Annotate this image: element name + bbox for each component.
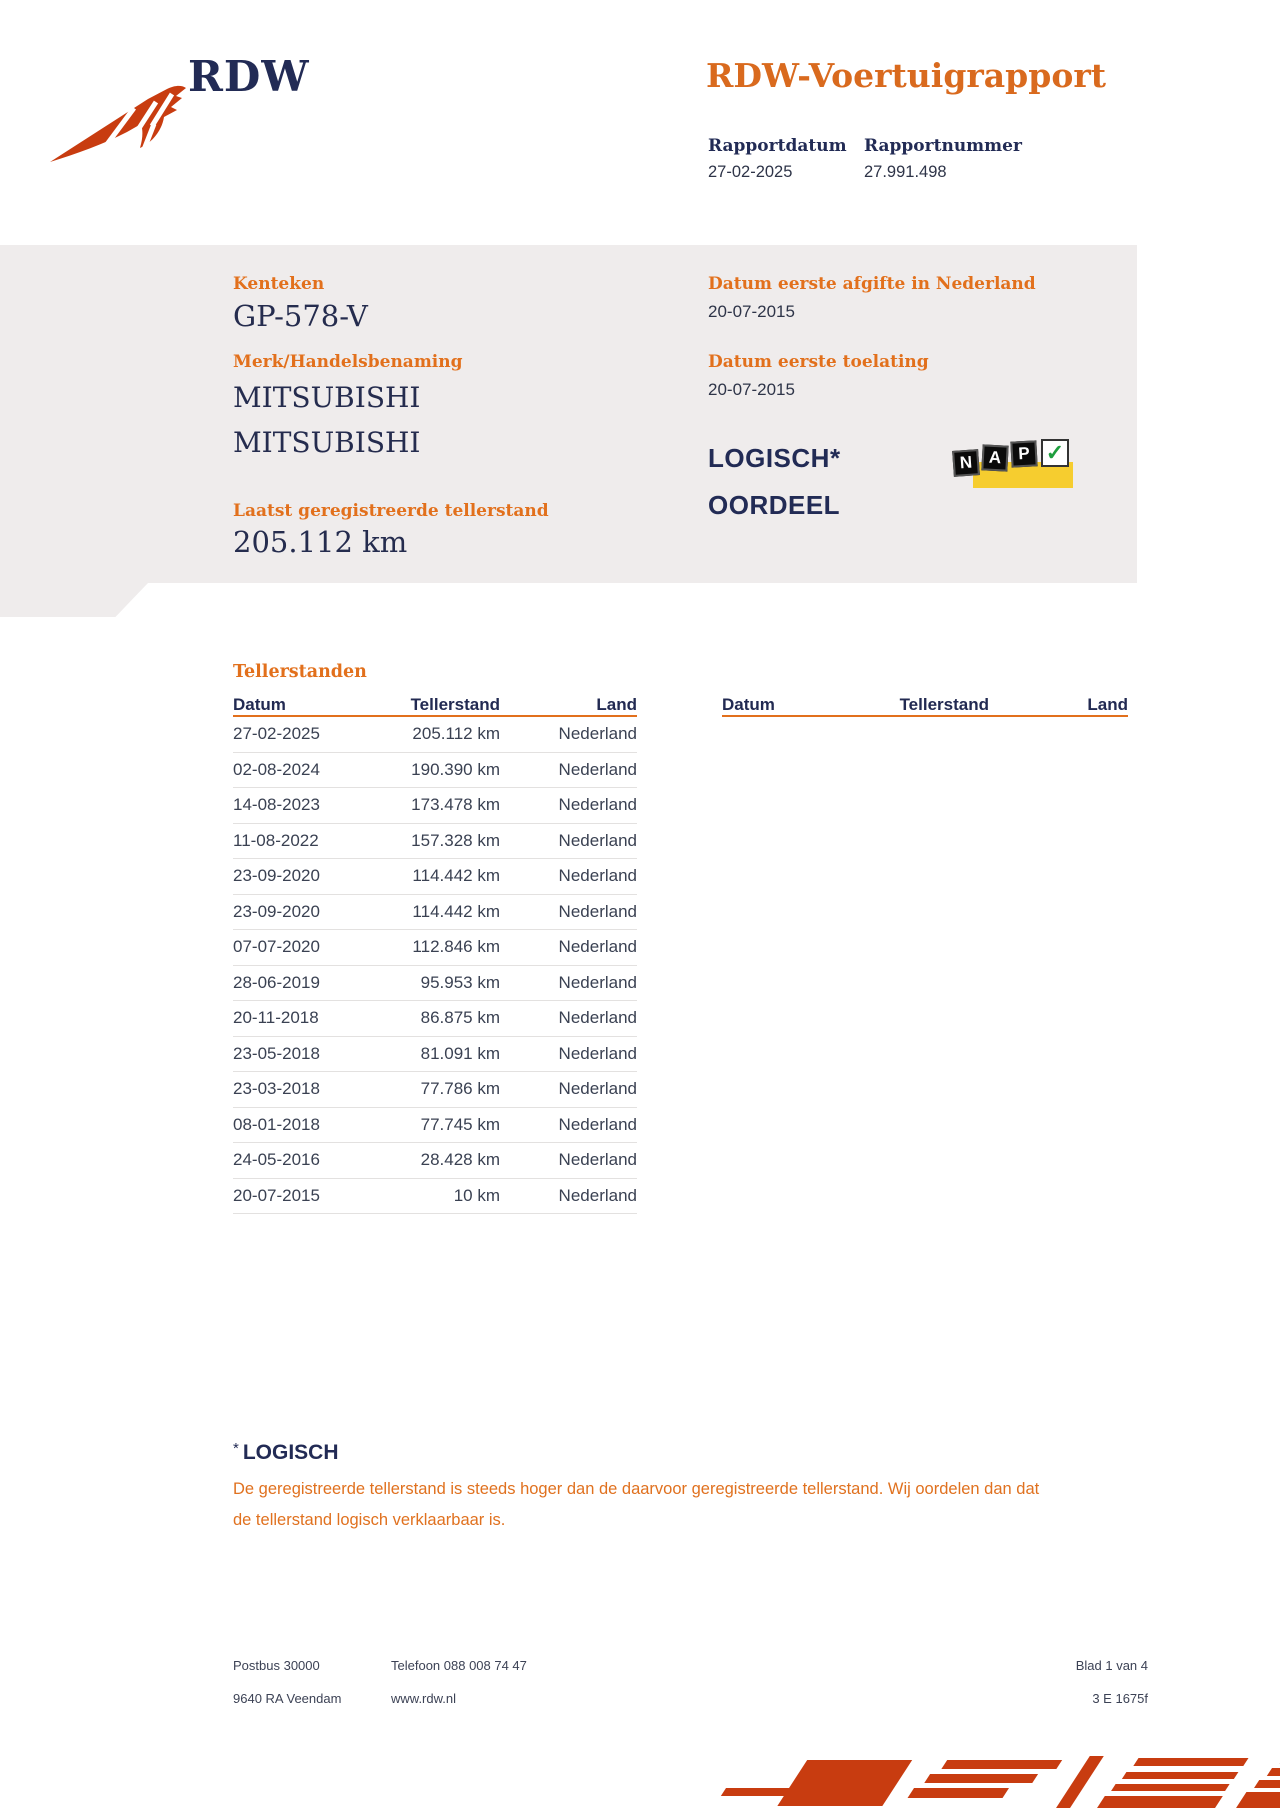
panel-corner-tab	[0, 583, 148, 617]
page-title: RDW-Voertuigrapport	[706, 56, 1106, 95]
table-row	[233, 824, 637, 860]
table-row	[233, 895, 637, 931]
table-cell: Nederland	[558, 1114, 637, 1134]
footnote-text: De geregistreerde tellerstand is steeds hoger dan de daarvoor geregistreerde tellerstand. Wij oordelen dan dat de tellerstand logisch verklaarbaar is.	[233, 1480, 1040, 1529]
table-header-row-right	[722, 690, 1128, 717]
footnote-title: LOGISCH	[242, 1441, 339, 1464]
table-cell: 11-08-2022	[233, 830, 319, 850]
first-admission-value: 20-07-2015	[708, 380, 795, 399]
table-cell: 02-08-2024	[233, 759, 320, 779]
table-cell: Nederland	[558, 866, 637, 886]
table-cell: Nederland	[558, 1185, 637, 1205]
table-cell: 24-05-2016	[233, 1150, 320, 1170]
table-cell: 08-01-2018	[233, 1114, 320, 1134]
table-cell: Nederland	[558, 830, 637, 850]
col-datum-right: Datum	[722, 695, 775, 714]
tellerstanden-title: Tellerstanden	[233, 662, 367, 682]
footnote-marker: *	[233, 1440, 239, 1457]
report-date-label: Rapportdatum	[708, 136, 847, 156]
report-number-label: Rapportnummer	[864, 136, 1022, 156]
table-cell: 23-05-2018	[233, 1043, 320, 1063]
col-tellerstand: Tellerstand	[410, 695, 500, 714]
table-row	[233, 1072, 637, 1108]
table-cell: Nederland	[558, 759, 637, 779]
first-admission-label: Datum eerste toelating	[708, 352, 929, 372]
footer-website[interactable]: www.rdw.nl	[391, 1691, 457, 1706]
table-cell: 77.786 km	[420, 1079, 500, 1099]
odometer-table-right	[722, 690, 1128, 717]
footer-form-code: 3 E 1675f	[1092, 1691, 1148, 1706]
judgement-line2: OORDEEL	[708, 490, 841, 520]
table-cell: 86.875 km	[420, 1008, 500, 1028]
table-header-row	[233, 690, 637, 717]
rdw-logo-text: RDW	[188, 52, 310, 101]
table-cell: 173.478 km	[411, 795, 500, 815]
first-issue-value: 20-07-2015	[708, 302, 795, 321]
table-cell: Nederland	[558, 937, 637, 957]
table-cell: 14-08-2023	[233, 795, 320, 815]
first-issue-label: Datum eerste afgifte in Nederland	[708, 274, 1036, 294]
table-cell: Nederland	[558, 901, 637, 921]
table-cell: 77.745 km	[420, 1114, 500, 1134]
odometer-table	[233, 690, 637, 1214]
table-row	[233, 930, 637, 966]
table-row	[233, 1037, 637, 1073]
nap-tile-p: P	[1010, 440, 1037, 467]
vehicle-summary-panel	[0, 245, 1137, 583]
table-cell: 27-02-2025	[233, 724, 320, 744]
table-cell: 23-03-2018	[233, 1079, 320, 1099]
table-cell: 157.328 km	[411, 830, 500, 850]
kenteken-label: Kenteken	[233, 274, 325, 294]
table-cell: 07-07-2020	[233, 937, 320, 957]
rdw-speed-stripes-icon	[640, 1748, 1280, 1812]
table-cell: 112.846 km	[412, 937, 500, 957]
col-datum: Datum	[233, 695, 286, 714]
table-cell: 23-09-2020	[233, 901, 320, 921]
table-cell: Nederland	[558, 1079, 637, 1099]
odometer-label: Laatst geregistreerde tellerstand	[233, 501, 549, 521]
rdw-wing-icon	[48, 72, 188, 164]
table-cell: Nederland	[558, 724, 637, 744]
merk-label: Merk/Handelsbenaming	[233, 352, 463, 372]
table-row	[233, 1001, 637, 1037]
footer-phone: Telefoon 088 008 74 47	[391, 1658, 527, 1673]
footer-address-line2: 9640 RA Veendam	[233, 1691, 342, 1706]
table-row	[233, 859, 637, 895]
table-row	[233, 1143, 637, 1179]
table-row	[233, 753, 637, 789]
table-cell: 28-06-2019	[233, 972, 320, 992]
judgement-line1: LOGISCH*	[708, 443, 841, 473]
table-row	[233, 1179, 637, 1215]
table-cell: 10 km	[453, 1185, 500, 1205]
table-cell: 81.091 km	[420, 1043, 500, 1063]
nap-logo	[953, 436, 1077, 492]
report-number-value: 27.991.498	[864, 163, 947, 181]
footer-page-number: Blad 1 van 4	[1075, 1658, 1148, 1673]
table-cell: 95.953 km	[420, 972, 500, 992]
nap-tile-n: N	[952, 449, 980, 477]
table-row	[233, 1108, 637, 1144]
table-cell: Nederland	[558, 972, 637, 992]
report-date-value: 27-02-2025	[708, 163, 793, 181]
table-row	[233, 788, 637, 824]
table-cell: 20-07-2015	[233, 1185, 320, 1205]
table-row	[233, 717, 637, 753]
table-cell: Nederland	[558, 1008, 637, 1028]
footnote-heading	[233, 1440, 339, 1465]
table-cell: 114.442 km	[412, 866, 500, 886]
footer-address-line1: Postbus 30000	[233, 1658, 320, 1673]
table-cell: 28.428 km	[420, 1150, 500, 1170]
table-cell: 20-11-2018	[233, 1008, 319, 1028]
merk-value-1: MITSUBISHI	[233, 381, 421, 414]
nap-check-icon: ✓	[1041, 439, 1069, 467]
table-cell: 205.112 km	[412, 724, 500, 744]
table-cell: 190.390 km	[411, 759, 500, 779]
table-cell: Nederland	[558, 1043, 637, 1063]
table-body	[233, 717, 637, 1214]
odometer-value: 205.112 km	[233, 525, 408, 559]
table-cell: Nederland	[558, 795, 637, 815]
merk-value-2: MITSUBISHI	[233, 426, 421, 459]
col-land-right: Land	[1087, 695, 1128, 714]
kenteken-value: GP-578-V	[233, 299, 368, 333]
nap-tile-a: A	[981, 444, 1008, 471]
table-cell: 23-09-2020	[233, 866, 320, 886]
table-cell: 114.442 km	[412, 901, 500, 921]
table-row	[233, 966, 637, 1002]
col-land: Land	[596, 695, 637, 714]
table-cell: Nederland	[558, 1150, 637, 1170]
col-tellerstand-right: Tellerstand	[899, 695, 989, 714]
